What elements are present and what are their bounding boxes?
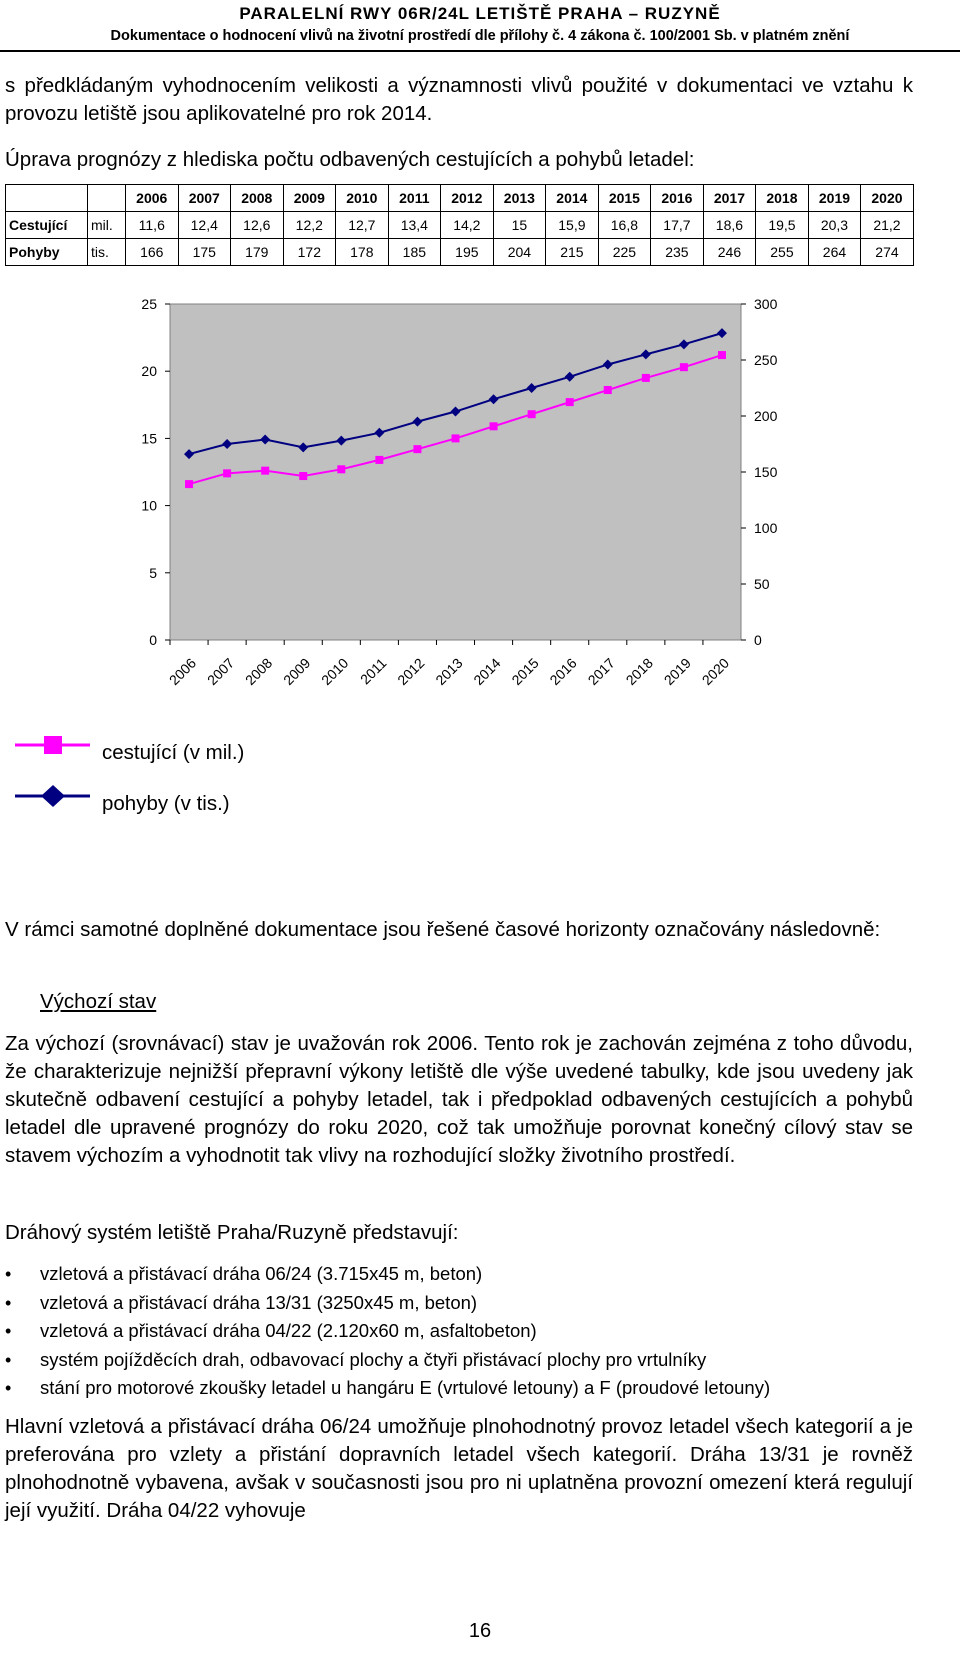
subheading-baseline: Výchozí stav: [40, 990, 157, 1013]
table-cell: 235: [651, 239, 704, 266]
y-right-tick-label: 150: [754, 464, 778, 480]
x-tick-label: 2016: [546, 654, 580, 689]
table-cell: 178: [336, 239, 389, 266]
table-year-header: 2006: [126, 185, 179, 212]
data-point-passengers: [490, 422, 498, 430]
table-cell: 215: [546, 239, 599, 266]
list-item: • stání pro motorové zkoušky letadel u hangáru E (vrtulové letouny) a F (proudové letouny): [5, 1374, 915, 1403]
table-year-header: 2012: [441, 185, 494, 212]
table-row-label: Pohyby: [6, 239, 88, 266]
table-cell: 20,3: [808, 212, 861, 239]
table-corner-cell: [88, 185, 126, 212]
list-item: • vzletová a přistávací dráha 06/24 (3.715x45 m, beton): [5, 1260, 915, 1289]
list-item: • systém pojížděcích drah, odbavovací plochy a čtyři přistávací plochy pro vrtulníky: [5, 1346, 915, 1375]
data-point-passengers: [452, 434, 460, 442]
data-point-passengers: [680, 363, 688, 371]
table-header-row: [6, 185, 914, 212]
table-cell: 12,7: [336, 212, 389, 239]
runway-list: [5, 1260, 915, 1403]
y-right-tick-label: 250: [754, 352, 778, 368]
x-tick-label: 2012: [394, 654, 428, 689]
table-cell: 204: [493, 239, 546, 266]
table-cell: 15,9: [546, 212, 599, 239]
y-left-tick-label: 20: [141, 363, 157, 380]
table-cell: 264: [808, 239, 861, 266]
x-tick-label: 2018: [622, 654, 656, 689]
data-point-passengers: [642, 374, 650, 382]
y-left-tick-label: 0: [149, 632, 157, 648]
table-year-header: 2007: [178, 185, 231, 212]
table-year-header: 2018: [756, 185, 809, 212]
table-cell: 15: [493, 212, 546, 239]
data-point-passengers: [299, 472, 307, 480]
forecast-table-body: [6, 185, 914, 266]
intro-paragraph: s předkládaným vyhodnocením velikosti a významnosti vlivů použité v dokumentaci ve vztahu k provozu letiště jsou aplikovatelné pro rok 2014.: [5, 74, 913, 125]
list-item: • vzletová a přistávací dráha 13/31 (3250x45 m, beton): [5, 1289, 915, 1318]
y-left-tick-label: 5: [149, 564, 157, 581]
x-tick-label: 2010: [318, 654, 352, 689]
table-year-header: 2013: [493, 185, 546, 212]
table-year-header: 2015: [598, 185, 651, 212]
x-tick-label: 2017: [584, 654, 618, 689]
forecast-table: [5, 184, 914, 266]
table-cell: 11,6: [126, 212, 179, 239]
table-year-header: 2020: [861, 185, 914, 212]
table-cell: 274: [861, 239, 914, 266]
table-cell: 12,2: [283, 212, 336, 239]
table-year-header: 2016: [651, 185, 704, 212]
data-point-passengers: [718, 351, 726, 359]
table-row-unit: mil.: [88, 212, 126, 239]
table-cell: 12,6: [231, 212, 284, 239]
paragraph-runway-intro: Dráhový systém letiště Praha/Ruzyně představují:: [5, 1221, 459, 1244]
y-right-tick-label: 0: [754, 632, 762, 648]
y-left-tick-label: 15: [141, 430, 157, 447]
table-cell: 195: [441, 239, 494, 266]
legend-item-movements: [10, 784, 310, 824]
data-point-passengers: [223, 469, 231, 477]
legend-swatch-passengers: [10, 733, 95, 773]
table-cell: 255: [756, 239, 809, 266]
y-right-tick-label: 100: [754, 520, 778, 536]
paragraph-main-runway: Hlavní vzletová a přistávací dráha 06/24 umožňuje plnohodnotný provoz letadel všech kategorií a je preferována pro vzlety a přistání dopravních letadel všech kategorií. Dráha 13/31 je rovněž plnohodnotně vybavena, avšak v současnosti jsou pro ni uplatněna provozní omezení která regulují její využití. Dráha 04/22 vyhovuje: [5, 1415, 913, 1522]
paragraph-baseline: Za výchozí (srovnávací) stav je uvažován rok 2006. Tento rok je zachován zejména z toho důvodu, že charakterizuje nejnižší přepravní výkony letiště dle výše uvedené tabulky, kde jsou uvedeny jak skutečně odbavení cestující a pohyby letadel, tak i předpoklad odbavených cestujících a pohybů letadel dle upravené prognózy do roku 2020, což tak umožňuje porovnat konečný cílový stav se stavem výchozím a vyhodnotit tak vlivy na rozhodující složky životního prostředí.: [5, 1032, 913, 1167]
table-cell: 21,2: [861, 212, 914, 239]
table-cell: 14,2: [441, 212, 494, 239]
x-tick-label: 2014: [470, 654, 504, 689]
table-cell: 19,5: [756, 212, 809, 239]
data-point-passengers: [261, 467, 269, 475]
table-row: [6, 239, 914, 266]
header-title: PARALELNÍ RWY 06R/24L LETIŠTĚ PRAHA – RUZYNĚ: [239, 4, 721, 23]
table-cell: 175: [178, 239, 231, 266]
table-cell: 16,8: [598, 212, 651, 239]
y-right-tick-label: 50: [754, 576, 770, 592]
table-cell: 246: [703, 239, 756, 266]
x-tick-label: 2013: [432, 654, 466, 689]
data-point-passengers: [337, 465, 345, 473]
x-tick-label: 2019: [660, 654, 695, 689]
data-point-passengers: [528, 410, 536, 418]
data-point-passengers: [375, 456, 383, 464]
x-tick-label: 2020: [698, 654, 733, 689]
header-subtitle: Dokumentace o hodnocení vlivů na životní prostředí dle přílohy č. 4 zákona č. 100/2001 Sb. v platném znění: [110, 28, 850, 44]
legend-item-passengers: [10, 733, 310, 773]
table-year-header: 2014: [546, 185, 599, 212]
forecast-chart: [0, 290, 960, 720]
x-tick-label: 2006: [165, 654, 200, 689]
table-cell: 12,4: [178, 212, 231, 239]
table-cell: 166: [126, 239, 179, 266]
x-tick-label: 2011: [356, 654, 390, 688]
data-point-passengers: [604, 386, 612, 394]
table-row-unit: tis.: [88, 239, 126, 266]
table-cell: 225: [598, 239, 651, 266]
x-tick-label: 2015: [508, 654, 542, 689]
table-row-label: Cestující: [6, 212, 88, 239]
table-caption: Úprava prognózy z hlediska počtu odbavených cestujících a pohybů letadel:: [5, 148, 695, 171]
table-cell: 172: [283, 239, 336, 266]
list-item: • vzletová a přistávací dráha 04/22 (2.120x60 m, asfaltobeton): [5, 1317, 915, 1346]
table-cell: 18,6: [703, 212, 756, 239]
x-tick-label: 2008: [241, 654, 276, 689]
x-tick-label: 2009: [280, 654, 314, 689]
table-year-header: 2019: [808, 185, 861, 212]
data-point-passengers: [185, 480, 193, 488]
y-left-tick-label: 25: [141, 296, 157, 312]
page-number: 16: [468, 1620, 492, 1642]
table-row: [6, 212, 914, 239]
table-cell: 13,4: [388, 212, 441, 239]
table-cell: 185: [388, 239, 441, 266]
table-year-header: 2009: [283, 185, 336, 212]
legend-label-movements: pohyby (v tis.): [102, 792, 230, 815]
table-year-header: 2017: [703, 185, 756, 212]
legend-swatch-movements: [10, 784, 95, 824]
table-year-header: 2011: [388, 185, 441, 212]
table-cell: 17,7: [651, 212, 704, 239]
table-year-header: 2010: [336, 185, 389, 212]
legend-label-passengers: cestující (v mil.): [102, 741, 245, 764]
x-tick-label: 2007: [203, 654, 238, 689]
paragraph-horizons: V rámci samotné doplněné dokumentace jsou řešené časové horizonty označovány následovně:: [5, 918, 881, 941]
y-right-tick-label: 200: [754, 408, 778, 424]
table-cell: 179: [231, 239, 284, 266]
data-point-passengers: [566, 398, 574, 406]
table-corner-cell: [6, 185, 88, 212]
y-right-tick-label: 300: [754, 296, 778, 312]
data-point-passengers: [413, 445, 421, 453]
y-left-tick-label: 10: [141, 497, 157, 514]
table-year-header: 2008: [231, 185, 284, 212]
header-divider: [0, 50, 960, 52]
